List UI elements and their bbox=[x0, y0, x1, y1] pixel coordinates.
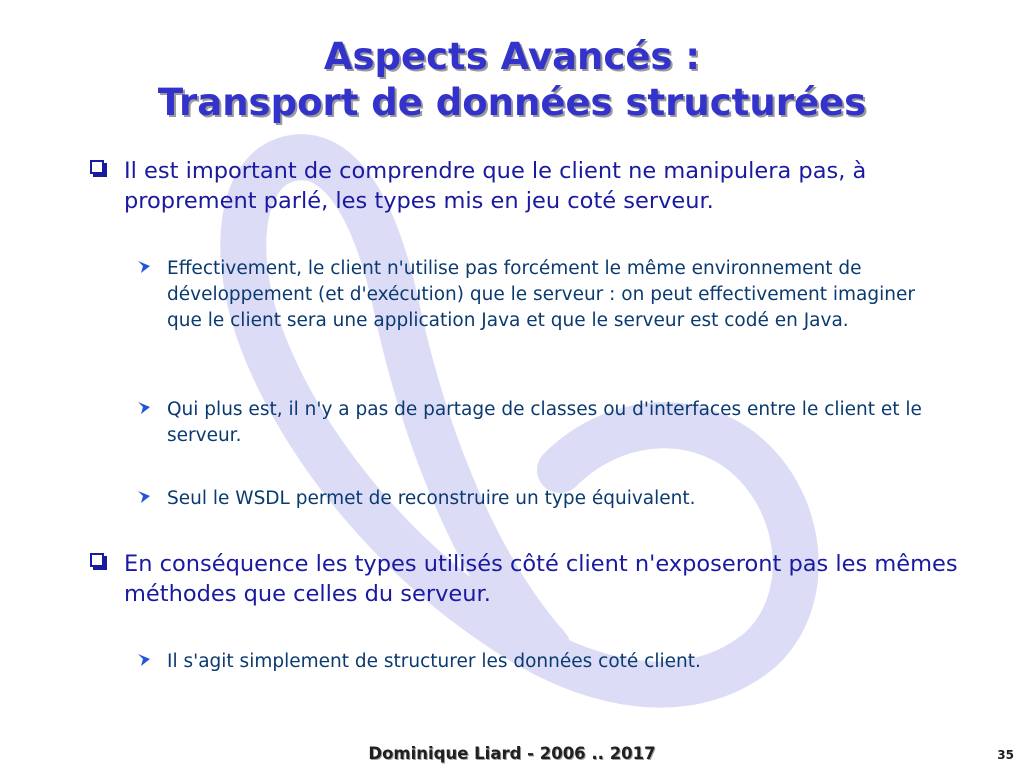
title-line-1: Aspects Avancés : bbox=[323, 35, 701, 78]
arrowhead-icon bbox=[137, 401, 151, 415]
bullet-item: Il est important de comprendre que le client ne manipulera pas, à proprement parlé, les types mis en jeu coté serveur. bbox=[124, 158, 867, 214]
page-number: 35 bbox=[997, 748, 1014, 762]
hollow-square-icon bbox=[90, 160, 104, 174]
arrowhead-icon bbox=[137, 653, 151, 667]
sub-bullet-item: Effectivement, le client n'utilise pas forcément le même environnement de développement (et d'exécution) que le serveur : on peut effectivement imaginer que le client sera une application Java et que le serveur est codé en Java. bbox=[167, 258, 915, 331]
sub-bullet-item: Qui plus est, il n'y a pas de partage de classes ou d'interfaces entre le client et le serveur. bbox=[167, 399, 922, 446]
title-line-2: Transport de données structurées bbox=[157, 81, 867, 124]
bullet-item: En conséquence les types utilisés côté client n'exposeront pas les mêmes méthodes que celles du serveur. bbox=[124, 551, 958, 607]
arrowhead-icon bbox=[137, 260, 151, 274]
slide-title bbox=[0, 34, 1024, 126]
sub-bullet-item: Il s'agit simplement de structurer les données coté client. bbox=[167, 651, 701, 672]
sub-bullet-item: Seul le WSDL permet de reconstruire un type équivalent. bbox=[167, 488, 696, 509]
slide-footer: Dominique Liard - 2006 .. 2017 bbox=[368, 744, 656, 763]
arrowhead-icon bbox=[137, 490, 151, 504]
hollow-square-icon bbox=[90, 553, 104, 567]
